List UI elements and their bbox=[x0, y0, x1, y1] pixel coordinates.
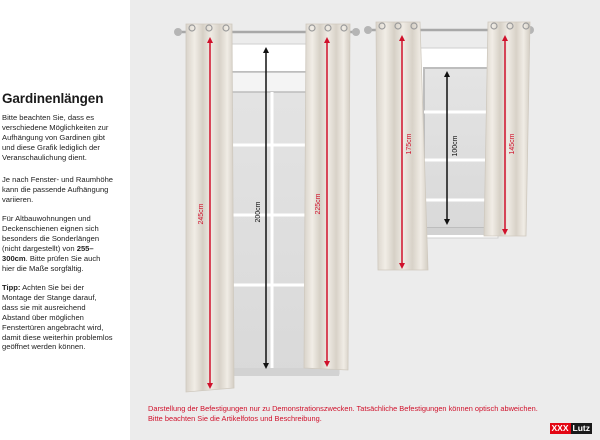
info-paragraph-2: Je nach Fenster- und Raumhöhe kann die passende Aufhängung variieren. bbox=[2, 175, 114, 204]
disclaimer-line-2: Bitte beachten Sie die Artikelfotos und Beschreibung. bbox=[148, 414, 322, 423]
info-paragraph-3-b: . Bitte prüfen Sie auch hier die Maße sorgfältig. bbox=[2, 253, 101, 273]
info-paragraph-3-bold: 255–300cm bbox=[2, 243, 94, 263]
dim-label-right-small: 145cm bbox=[509, 133, 516, 155]
brand-logo-part-1: XXX bbox=[551, 423, 569, 433]
info-paragraph-1: Bitte beachten Sie, dass es verschiedene Möglichkeiten zur Aufhängung von Gardinen gibt und diese Grafik lediglich der Veranschaulichung dient. bbox=[2, 113, 109, 162]
dim-label-right-large: 225cm bbox=[315, 193, 322, 215]
tip-text: Achten Sie bei der Montage der Stange darauf, dass sie mit ausreichend Abstand über möglichen Fenstertüren angebracht wird, damit diese weiterhin problemlos geöffnet werden können. bbox=[2, 283, 113, 352]
dim-label-left-large: 245cm bbox=[198, 203, 205, 225]
tip-label: Tipp: bbox=[2, 283, 21, 292]
dim-label-left-small: 175cm bbox=[406, 133, 413, 155]
page-title: Gardinenlängen bbox=[2, 91, 104, 106]
dim-label-window: 100cm bbox=[452, 135, 459, 157]
curtain-right-small bbox=[484, 22, 530, 236]
dim-label-door: 200cm bbox=[255, 201, 262, 223]
disclaimer bbox=[148, 404, 598, 424]
brand-logo-part-2: Lutz bbox=[572, 423, 590, 433]
brand-logo bbox=[550, 423, 592, 434]
info-paragraph-3-a: Für Altbauwohnungen und Deckenschienen eignen sich besonders die Sonderlängen (nicht dargestellt) von bbox=[2, 214, 100, 253]
disclaimer-line-1: Darstellung der Befestigungen nur zu Demonstrationszwecken. Tatsächliche Befestigungen können optisch abweichen. bbox=[148, 404, 538, 413]
